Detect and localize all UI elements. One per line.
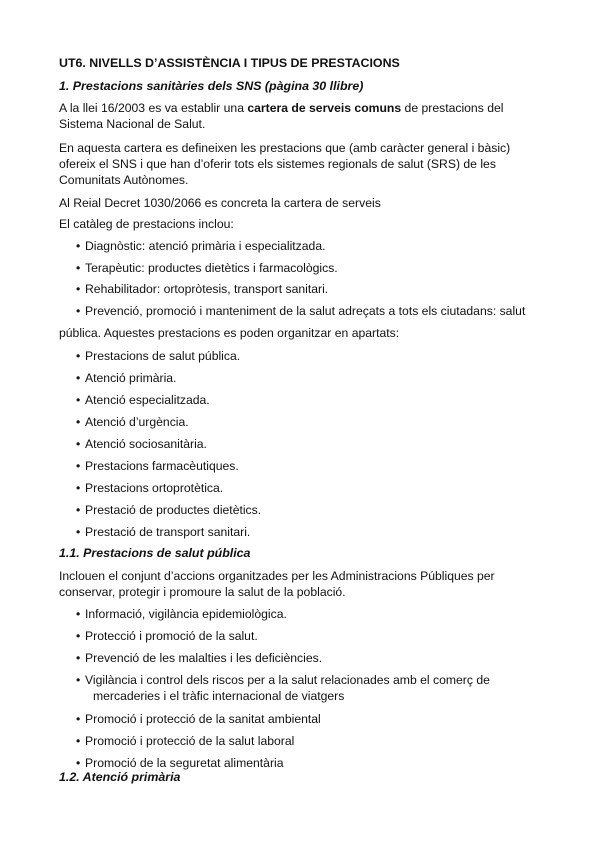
list-item-text: Diagnòstic: atenció primària i especialitzada. xyxy=(85,239,326,253)
bullet-icon: • xyxy=(76,239,81,253)
paragraph-3: Al Reial Decret 1030/2066 es concreta la cartera de serveis xyxy=(59,196,381,210)
bullet-icon: • xyxy=(76,712,81,726)
bullet-icon: • xyxy=(76,734,81,748)
list-item-text: Prestació de productes dietètics. xyxy=(85,503,262,517)
list-item-text: Promoció i protecció de la salut laboral xyxy=(85,734,295,748)
list-item-text: Prestacions farmacèutiques. xyxy=(85,459,239,473)
bullet-icon: • xyxy=(76,525,81,539)
list-item-text: Prestacions ortoprotètica. xyxy=(85,481,224,495)
bullet-icon: • xyxy=(76,371,81,385)
document-title: UT6. NIVELLS D’ASSISTÈNCIA I TIPUS DE PRESTACIONS xyxy=(59,56,400,70)
list-item xyxy=(76,458,239,474)
bullet-icon: • xyxy=(76,282,81,296)
list-item xyxy=(76,348,240,364)
bullet-icon: • xyxy=(76,437,81,451)
list-item xyxy=(76,238,325,254)
section-1-heading: 1. Prestacions sanitàries dels SNS (pàgina 30 llibre) xyxy=(59,79,364,93)
list-item-text: Prestacions de salut pública. xyxy=(85,349,241,363)
paragraph-2-line-3: Comunitats Autònomes. xyxy=(59,173,189,187)
list-item xyxy=(76,281,328,297)
list-item-text: Atenció d’urgència. xyxy=(85,415,189,429)
paragraph-1-text: A la llei 16/2003 es va establir una xyxy=(59,101,248,115)
bullet-icon: • xyxy=(76,349,81,363)
paragraph-1-bold-text: cartera de serveis comuns xyxy=(247,101,402,115)
list-item xyxy=(76,650,322,666)
section-1-2-heading: 1.2. Atenció primària xyxy=(59,770,181,784)
list-item xyxy=(76,436,207,452)
list-item-text: Prevenció de les malalties i les deficiències. xyxy=(85,651,323,665)
list-item-text: Promoció de la seguretat alimentària xyxy=(85,756,284,770)
bullet-icon: • xyxy=(76,261,81,275)
bullet-icon: • xyxy=(76,651,81,665)
paragraph-2-line-2: ofereix el SNS i que han d’oferir tots els sistemes regionals de salut (SRS) de les xyxy=(59,157,496,171)
bullet-icon: • xyxy=(76,629,81,643)
list-item xyxy=(76,711,321,727)
list-item xyxy=(76,672,490,688)
list-item-text: Rehabilitador: ortopròtesis, transport sanitari. xyxy=(85,282,329,296)
bullet-icon: • xyxy=(76,756,81,770)
section-1-1-paragraph-line-2: conservar, protegir i promoure la salut de la població. xyxy=(59,585,346,599)
list-item xyxy=(76,606,287,622)
list-item-text: Promoció i protecció de la sanitat ambiental xyxy=(85,712,321,726)
section-1-1-heading: 1.1. Prestacions de salut pública xyxy=(59,546,251,560)
list-item xyxy=(76,260,338,276)
bullet-icon: • xyxy=(76,673,81,687)
list-item-text: Vigilància i control dels riscos per a la salut relacionades amb el comerç de xyxy=(85,673,490,687)
list-item xyxy=(76,628,258,644)
paragraph-1-text-end: de prestacions del xyxy=(401,101,504,115)
list-item xyxy=(76,392,210,408)
list-item xyxy=(76,303,525,319)
bullet-icon: • xyxy=(76,459,81,473)
section-1-1-paragraph-line-1: Inclouen el conjunt d’accions organitzades per les Administracions Públiques per xyxy=(59,569,495,583)
paragraph-4: El catàleg de prestacions inclou: xyxy=(59,217,234,231)
list-item-text: Terapèutic: productes dietètics i farmacològics. xyxy=(85,261,338,275)
bullet-icon: • xyxy=(76,481,81,495)
list-item xyxy=(76,414,189,430)
bullet-icon: • xyxy=(76,304,81,318)
paragraph-2-line-1: En aquesta cartera es defineixen les prestacions que (amb caràcter general i bàsic) xyxy=(59,141,511,155)
paragraph-5: pública. Aquestes prestacions es poden organitzar en apartats: xyxy=(59,326,400,340)
list-item-text: Atenció sociosanitària. xyxy=(85,437,207,451)
list-item-continuation: mercaderies i el tràfic internacional de viatgers xyxy=(93,689,345,703)
paragraph-1-line-1 xyxy=(59,100,503,116)
list-item-text: Prevenció, promoció i manteniment de la salut adreçats a tots els ciutadans: salut xyxy=(85,304,526,318)
bullet-icon: • xyxy=(76,503,81,517)
list-item-text: Protecció i promoció de la salut. xyxy=(85,629,258,643)
list-item-text: Atenció primària. xyxy=(85,371,177,385)
paragraph-1-line-2: Sistema Nacional de Salut. xyxy=(59,117,206,131)
list-item xyxy=(76,733,294,749)
list-item-text: Atenció especialitzada. xyxy=(85,393,210,407)
list-item-text: Informació, vigilància epidemiològica. xyxy=(85,607,287,621)
list-item-text: Prestació de transport sanitari. xyxy=(85,525,251,539)
list-item xyxy=(76,502,261,518)
list-item xyxy=(76,524,250,540)
list-item xyxy=(76,480,223,496)
bullet-icon: • xyxy=(76,415,81,429)
bullet-icon: • xyxy=(76,393,81,407)
list-item xyxy=(76,370,176,386)
bullet-icon: • xyxy=(76,607,81,621)
